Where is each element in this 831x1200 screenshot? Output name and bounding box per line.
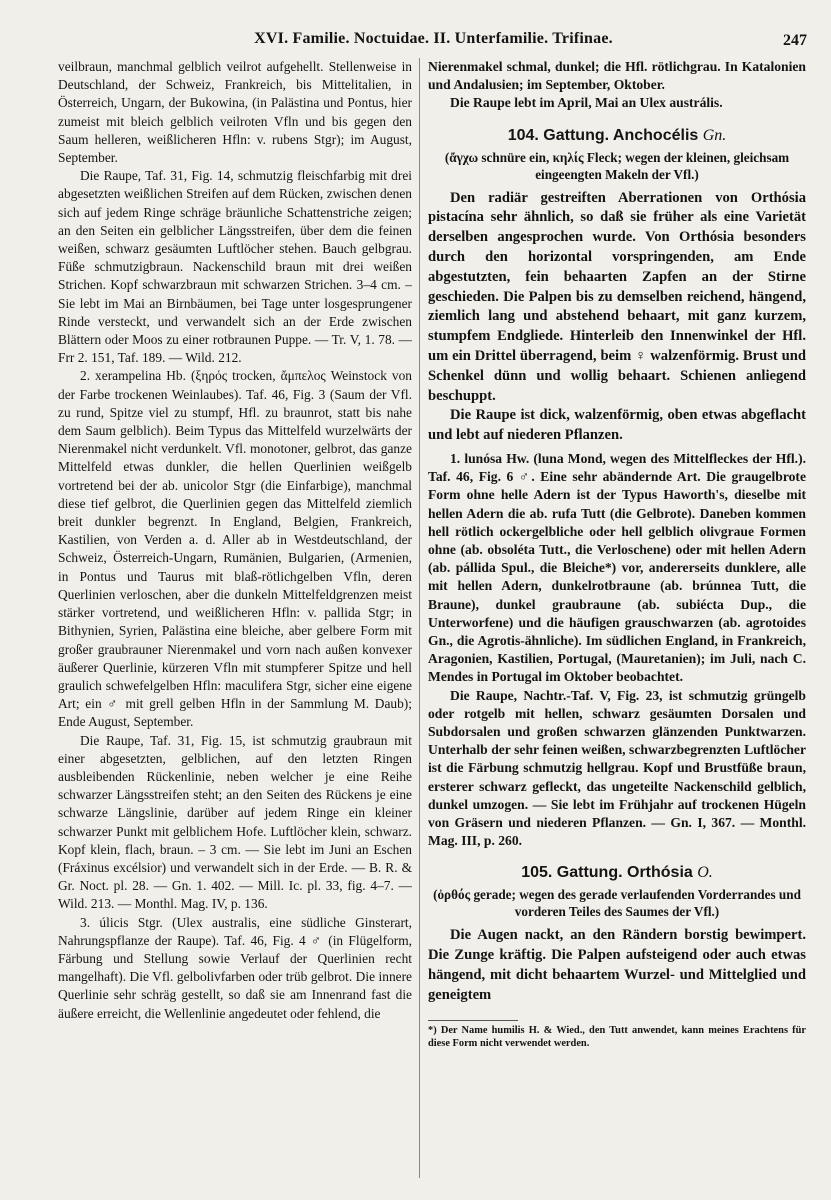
genus-name: Orthósia xyxy=(627,864,693,882)
paragraph: Die Raupe, Nachtr.-Taf. V, Fig. 23, ist schmutzig grüngelb oder rotgelb mit hellen, schwarz gesäumten Dorsalen und Subdorsalen und großen schwarzen glänzenden Punktwarzen. Unterhalb der sehr feinen weißen, schwarzbegrenzten Luftlöcher ist die Färbung schmutzig hellgrau. Kopf und Brustfüße braun, ersterer schwarz gefleckt, das ungeteilte Nackenschild gelblich, dunkel umzogen. — Sie lebt im Frühjahr auf trockenen Hügeln von Gräsern und niederen Pflanzen. — Gn. I, 367. — Monthl. Mag. III, p. 260. xyxy=(428,687,806,849)
paragraph: veilbraun, manchmal gelblich veilrot aufgehellt. Stellenweise in Deutschland, der Schweiz, Frankreich, bis Mittelitalien, in Österreich, Ungarn, der Bukowina, (in Palästina und Pontus, hier zumeist mit bleich gelblich veilroten Vfln und bis gegen den Saum helleren, weißlicheren Hfln: v. rubens Stgr); im August, September. xyxy=(58,59,412,166)
genus-author: O. xyxy=(697,864,713,882)
paragraph: Die Augen nackt, an den Rändern borstig bewimpert. Die Zunge kräftig. Die Palpen aufsteigend oder auch etwas hängend, mit dicht behaartem Wurzel- und Mittelglied und geneigtem xyxy=(428,927,806,1003)
running-header xyxy=(60,30,807,54)
paragraph: Den radiär gestreiften Aberrationen von Orthósia pistacína sehr ähnlich, so daß sie früher als eine Varietät derselben angesprochen wurde. Von Orthósia besonders durch den horizontal vorspringenden, am Ende abgestutzten, fein behaarten Zapfen an der Stirne geschieden. Die Palpen bis zu demselben reichend, hängend, ziemlich lang und abstehend behaart, mit ganz kurzem, stumpfem Endgliede. Hinterleib den Innenwinkel der Hfl. um ein Drittel überragend, beim ♀ walzenförmig. Brust und Schenkel dünn und wollig behaart. Schienen anliegend beschuppt. xyxy=(428,189,806,404)
etymology: (ἄγχω schnüre ein, κηλίς Fleck; wegen der kleinen, gleichsam eingeengten Makeln der Vfl.) xyxy=(444,149,790,182)
paragraph: Die Raupe ist dick, walzenförmig, oben etwas abgeflacht und lebt auf niederen Pflanzen. xyxy=(428,407,806,444)
footnote: *) Der Name humilis H. & Wied., den Tutt anwendet, kann meines Erachtens für diese Form nicht verwendet werden. xyxy=(428,1024,806,1049)
genus-heading-104 xyxy=(428,127,806,145)
genus-name: Anchocélis xyxy=(612,126,699,144)
right-column xyxy=(428,58,806,1188)
genus-label: 105. Gattung. xyxy=(521,864,623,882)
species-entry-lunosa: 1. lunósa Hw. (luna Mond, wegen des Mittelfleckes der Hfl.). Taf. 46, Fig. 6 ♂. Eine sehr abändernde Art. Die graugelbrote Form ohne helle Adern ist der Typus Haworth's, dieselbe mit hellen Adern die ab. rufa Tutt (die Gelbrote). Daneben kommen hell rötlich ockergelbliche oder hell gelblich olivgraue Formen ohne (ab. obsoléta Tutt., die Verloschene) oder mit hellen Adern (ab. pállida Spul., die Bleiche*) vor, andererseits dunklere, alle mit hellen Adern, dunkelrotbraune (ab. brúnnea Tutt, die Braune), dunkel graubraune (ab. subiécta Dup., die Unterworfene) und die häufigen grauschwarzen (ab. agrotoides Gn., die Agrotis-ähnliche). Im südlichen England, in Frankreich, Aragonien, Kastilien, Portugal, (Mauretanien); im Juli, nach C. Mendes in Portugal im Oktober beobachtet. xyxy=(428,450,806,685)
header-title: XVI. Familie. Noctuidae. II. Unterfamilie. Trifinae. xyxy=(254,30,613,47)
paragraph: Die Raupe lebt im April, Mai an Ulex austrális. xyxy=(450,95,723,111)
paragraph: Nierenmakel schmal, dunkel; die Hfl. rötlichgrau. In Katalonien und Andalusien; im September, Oktober. xyxy=(428,59,806,93)
etymology: (ὀρθός gerade; wegen des gerade verlaufenden Vorderrandes und vorderen Teiles des Saumes der Vfl.) xyxy=(433,887,801,920)
footnote-rule xyxy=(428,1020,518,1021)
genus-author: Gn. xyxy=(702,126,727,144)
left-column xyxy=(58,58,412,1188)
paragraph: Die Raupe, Taf. 31, Fig. 14, schmutzig fleischfarbig mit drei abgesetzten weißlichen Streifen auf dem Rücken, zwischen denen sich auf jedem Ringe schräge bräunliche Schattenstriche zeigen; an den Seiten ein gelblicher Längsstreifen, über dem die feinen weißen, schwarz gesäumten Luftlöcher stehen. Bauch gelbgrau. Füße schmutzigbraun. Nackenschild braun mit drei weißen Strichen. Kopf schwarzbraun mit schwarzen Strichen. 3–4 cm. – Sie lebt im Mai an Birnbäumen, bei Tage unter losgesprungener Rinde versteckt, und verwandelt sich an der Erde zwischen Blättern oder Moos zu einer rotbraunen Puppe. — Tr. V, 1. 78. — Frr 2. 151, Taf. 189. — Wild. 212. xyxy=(58,168,412,366)
genus-heading-105 xyxy=(428,864,806,882)
page-number: 247 xyxy=(783,32,807,49)
genus-label: 104. Gattung. xyxy=(507,126,610,144)
column-divider xyxy=(419,58,420,1178)
paragraph: Die Raupe, Taf. 31, Fig. 15, ist schmutzig graubraun mit einer abgesetzten, gelblichen, auf den letzten Ringen ausbleibenden Rückenlinie, neben welcher je eine Reihe schwarzer Längsstreifen steht; an den Seiten des Rückens je eine schwarze Längslinie, darüber auf jedem Ringe ein kleiner schwarzer Punkt mit gelblichem Hofe. Luftlöcher klein, schwarz. Kopf klein, flach, braun. – 3 cm. — Sie lebt im Juni an Eschen (Fráxinus excélsior) und verwandelt sich in der Erde. — B. R. & Gr. Noct. pl. 28. — Gn. 1. 402. — Mill. Ic. pl. 33, fig. 4–7. — Wild. 213. — Monthl. Mag. IV, p. 136. xyxy=(58,732,412,912)
species-entry-ulicis: 3. úlicis Stgr. (Ulex australis, eine südliche Ginsterart, Nahrungspflanze der Raupe). Taf. 46, Fig. 4 ♂ (in Flügelform, Färbung und Stellung sowie Verlauf der Querlinien recht mangelhaft). Die Vfl. gelbolivfarben oder trüb gelbrot. Die innere Querlinie sehr schräg gestellt, so daß sie am Innenrand fast die äußere erreicht, die Wellenlinie angedeutet oder fehlend, die xyxy=(58,914,412,1021)
species-entry-xerampelina: 2. xerampelina Hb. (ξηρός trocken, ἄμπελος Weinstock von der Farbe trockenen Weinlaubes). Taf. 46, Fig. 3 (Saum der Vfl. zu rund, Spitze viel zu stumpf, Hfl. zu braunrot, statt bis nahe dem Saum gelblich). Beim Typus das Mittelfeld wurzelwärts der Nierenmakel nicht verdunkelt. Vfl. monotoner, gelbrot, das ganze Mittelfeld etwas dunkler, die hellen Querlinien weißgelb vortretend bei der ab. unicolor Stgr (die Einfarbige), manchmal diese tief gelbrot, die Querlinien gegen das Mittelfeld ziemlich breit dunkler begrenzt. In England, Belgien, Frankreich, Kastilien, von Verden a. d. Aller ab in Westdeutschland, der Schweiz, Österreich-Ungarn, Rumänien, Bulgarien, (Armenien, in Pontus und Taurus mit blaß-rötlichgelben Vfln, deren Querlinien verloschen, aber die dunkeln Mittelfeldgrenzen meist stärker vortretend, und weißlicheren Hfln: v. pallida Stgr; in Bithynien, Syrien, Palästina eine bleiche, aber gelbere Form mit großer graubrauner Nierenmakel und vorn nach außen konvexer äußerer Querlinie, kürzeren Vfln mit stumpferer Spitze und hell graulich schwefelgelben Hfln: maculifera Stgr, sicher eine eigene Art; ein ♂ mit grell gelben Hfln in der Sammlung M. Daub); Ende August, September. xyxy=(58,368,412,730)
